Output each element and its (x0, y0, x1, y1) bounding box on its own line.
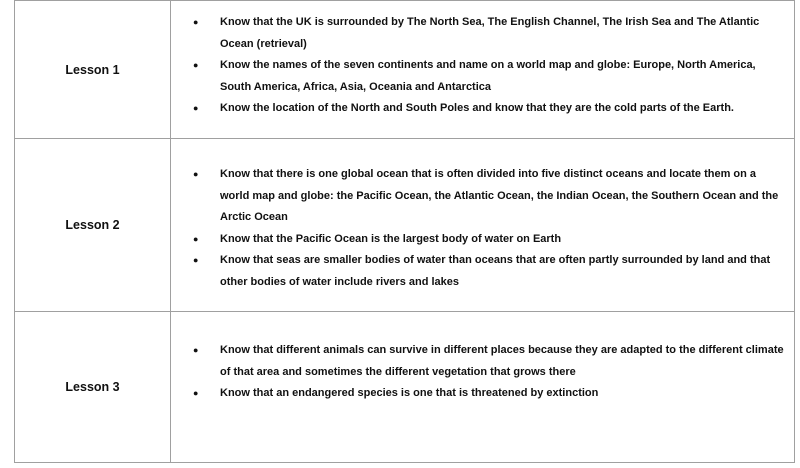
objective-item (193, 98, 786, 120)
lesson-table (14, 0, 795, 463)
bullet-icon: ● (193, 255, 199, 265)
bullet-icon: ● (193, 233, 199, 244)
lesson-label: Lesson 2 (15, 139, 171, 312)
objective-text: Know that the UK is surrounded by The North Sea, The English Channel, The Irish Sea and The Atlantic Ocean (retrieval) (220, 16, 760, 50)
lesson-row-2 (15, 139, 795, 312)
bullet-icon: ● (193, 345, 199, 355)
bullet-icon: ● (193, 17, 199, 27)
objective-text: Know that different animals can survive in different places because they are adapted to the different climate of that area and sometimes the different vegetation that grows there (220, 344, 784, 378)
objective-item (193, 340, 786, 383)
objective-item (193, 55, 786, 98)
objective-item (193, 383, 786, 405)
lesson-row-1 (15, 1, 795, 139)
objective-text: Know that an endangered species is one that is threatened by extinction (220, 387, 599, 399)
objective-text: Know that the Pacific Ocean is the largest body of water on Earth (220, 232, 562, 245)
bullet-icon: ● (193, 60, 199, 70)
objective-item (193, 164, 786, 229)
objective-item (193, 250, 786, 293)
objective-item (193, 229, 786, 251)
objectives-list (171, 340, 794, 405)
bullet-icon: ● (193, 169, 199, 179)
lesson-label: Lesson 3 (15, 312, 171, 463)
lesson-objectives-cell (171, 1, 795, 139)
lesson-objectives-cell (171, 312, 795, 463)
objective-text: Know the location of the North and South Poles and know that they are the cold parts of the Earth. (220, 102, 734, 114)
bullet-icon: ● (193, 103, 199, 113)
lesson-row-3 (15, 312, 795, 463)
objectives-list (171, 12, 794, 120)
objective-text: Know that seas are smaller bodies of water than oceans that are often partly surrounded by land and that other bodies of water include rivers and lakes (220, 254, 771, 288)
objective-text: Know that there is one global ocean that is often divided into five distinct oceans and locate them on a world map and globe: the Pacific Ocean, the Atlantic Ocean, the Indian Ocean, the Southern Ocean and the Arctic Ocean (220, 168, 779, 223)
objective-item (193, 12, 786, 55)
bullet-icon: ● (193, 388, 199, 398)
objective-text: Know the names of the seven continents and name on a world map and globe: Europe, North America, South America, Africa, Asia, Oceania and Antarctica (220, 59, 756, 93)
lesson-label: Lesson 1 (15, 1, 171, 139)
lesson-objectives-cell (171, 139, 795, 312)
objectives-list (171, 164, 794, 293)
